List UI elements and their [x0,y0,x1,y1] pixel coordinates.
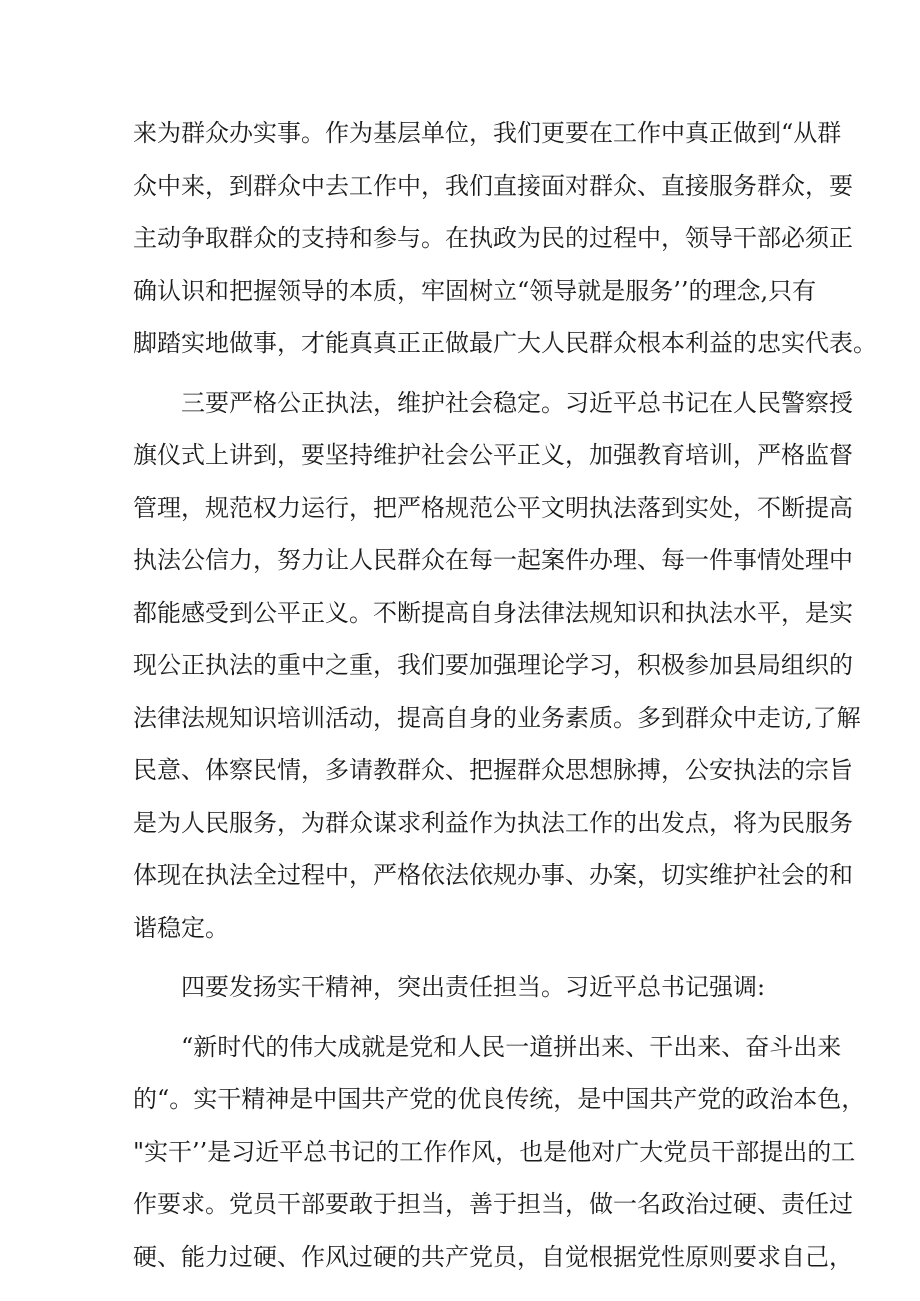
document-body [133,107,877,1283]
text-line: 都能感受到公平正义。不断提高自身法律法规知识和执法水平，是实 [133,598,853,627]
text-line: 硬、能力过硬、作风过硬的共产党员，自觉根据党性原则要求自己， [133,1242,853,1271]
paragraph-gap [133,954,793,961]
paragraph-2 [133,377,861,955]
text-line: 确认识和把握领导的本质，牢固树立“领导就是服务’’的理念,只有 [133,276,817,305]
text-line: 的“。实干精神是中国共产党的优良传统，是中国共产党的政治本色， [133,1085,866,1113]
text-line: 脚踏实地做事，才能真真正正做最广大人民群众根本利益的忠实代表。 [133,329,877,357]
text-line: 作要求。党员干部要敢于担当，善于担当，做一名政治过硬、责任过 [133,1190,853,1218]
paragraph-gap [133,370,793,377]
text-line: 众中来，到群众中去工作中，我们直接面对群众、直接服务群众，要 [133,171,853,200]
text-line: 是为人民服务，为群众谋求利益作为执法工作的出发点，将为民服务 [133,808,853,837]
text-line: 四要发扬实干精神，突出责任担当。习近平总书记强调: [181,973,766,1001]
text-line: 三要严格公正执法，维护社会稳定。习近平总书记在人民警察授 [181,388,853,417]
text-line: 体现在执法全过程中，严格依法依规办事、办案，切实维护社会的和 [133,861,853,889]
text-line: “新时代的伟大成就是党和人民一道拼出来、干出来、奋斗出来 [181,1032,842,1061]
paragraph-gap [133,1014,793,1021]
text-line: 民意、体察民情，多请教群众、把握群众思想脉搏，公安执法的宗旨 [133,756,853,784]
text-line: 管理，规范权力运行，把严格规范公平文明执法落到实处，不断提高 [133,493,853,522]
text-line: 谐稳定。 [133,913,229,942]
text-line: 来为群众办实事。作为基层单位，我们更要在工作中真正做到“从群 [133,119,842,147]
text-line: 旗仪式上讲到，要坚持维护社会公平正义，加强教育培训，严格监督 [133,441,853,469]
text-line: 执法公信力，努力让人民群众在每一起案件办理、每一件事情处理中 [133,546,853,574]
text-line: 现公正执法的重中之重，我们要加强理论学习，积极参加县局组织的 [133,651,853,679]
paragraph-4 [133,1021,866,1284]
paragraph-1 [133,107,877,370]
text-line: 法律法规知识培训活动，提高自身的业务素质。多到群众中走访,了解 [133,703,861,732]
paragraph-3 [133,961,793,1014]
text-line: "实干’’是习近平总书记的工作作风，也是他对广大党员干部提出的工 [133,1137,856,1166]
text-line: 主动争取群众的支持和参与。在执政为民的过程中，领导干部必须正 [133,224,853,252]
